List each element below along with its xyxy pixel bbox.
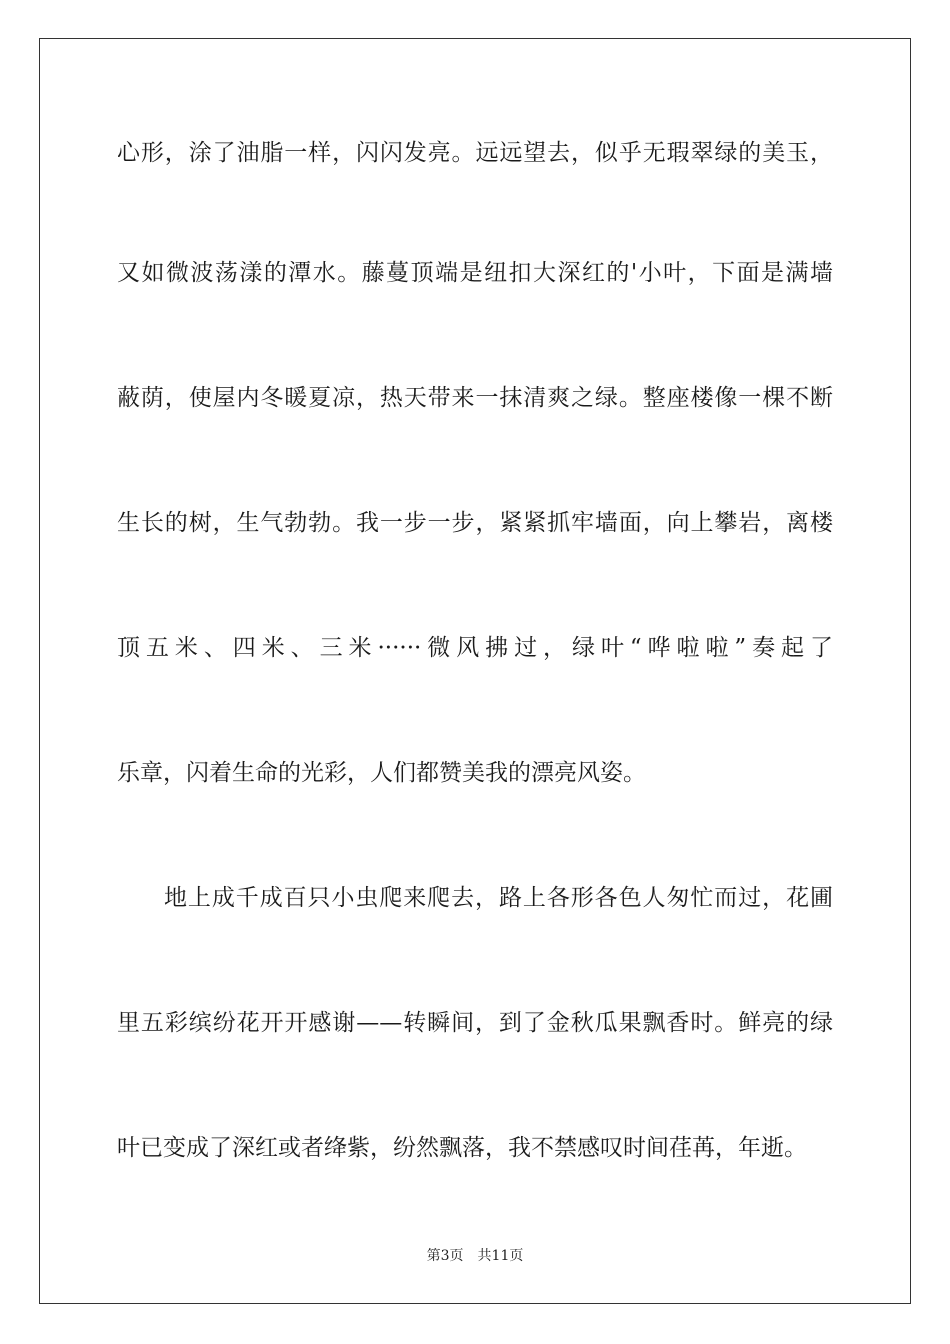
paragraph-line: 叶已变成了深红或者绛紫，纷然飘落，我不禁感叹时间荏苒，年逝。 [117, 1135, 807, 1161]
paragraph-line: 蔽荫，使屋内冬暖夏凉，热天带来一抹清爽之绿。整座楼像一棵不断 [117, 385, 833, 411]
page-total: 共11页 [477, 1248, 524, 1264]
paragraph-line: 乐章，闪着生命的光彩，人们都赞美我的漂亮风姿。 [117, 760, 646, 786]
paragraph-line: 又如微波荡漾的潭水。藤蔓顶端是纽扣大深红的'小叶，下面是满墙 [117, 260, 833, 286]
paragraph-line: 心形，涂了油脂一样，闪闪发亮。远远望去，似乎无瑕翠绿的美玉， [117, 140, 833, 166]
page-border [39, 38, 911, 1304]
paragraph-line: 地上成千成百只小虫爬来爬去，路上各形各色人匆忙而过，花圃 [164, 885, 833, 911]
paragraph-line: 生长的树，生气勃勃。我一步一步，紧紧抓牢墙面，向上攀岩，离楼 [117, 510, 833, 536]
paragraph-line: 顶五米、四米、三米······微风拂过，绿叶“哗啦啦”奏起了 [117, 635, 833, 661]
paragraph-line: 里五彩缤纷花开开感谢——转瞬间，到了金秋瓜果飘香时。鲜亮的绿 [117, 1010, 833, 1036]
page-footer [0, 1247, 950, 1265]
page-number: 第3页 [426, 1248, 464, 1264]
